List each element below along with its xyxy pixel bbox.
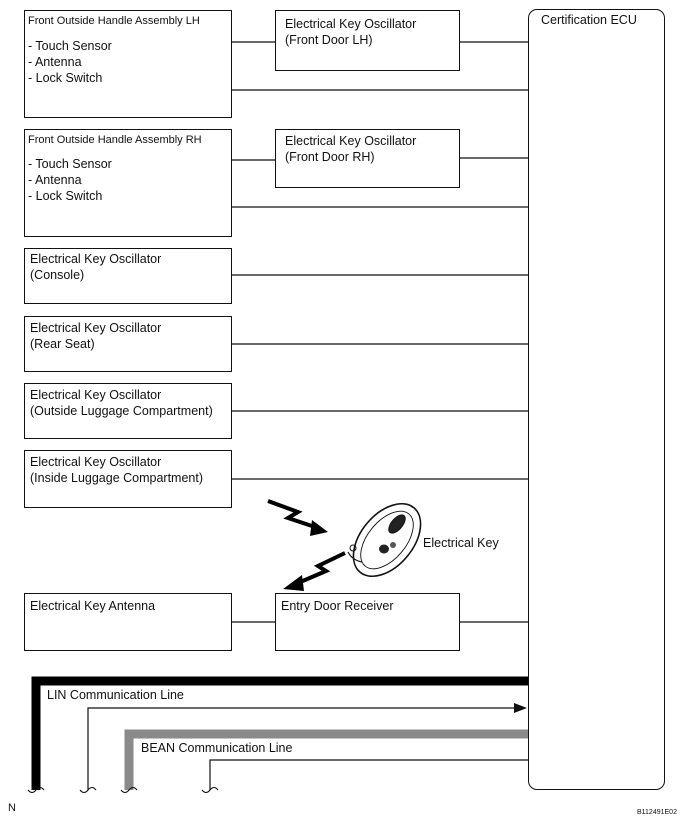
bean-communication-line-label: BEAN Communication Line — [141, 741, 293, 755]
front-handle-rh-item-lock-switch: - Lock Switch — [28, 189, 103, 203]
certification-ecu-label: Certification ECU — [541, 13, 637, 27]
oscillator-console-location: (Console) — [30, 268, 85, 282]
oscillator-inside-luggage-location: (Inside Luggage Compartment) — [30, 471, 204, 485]
oscillator-front-door-rh-name: Electrical Key Oscillator — [285, 134, 417, 148]
signal-to-key-icon — [268, 501, 328, 536]
oscillator-rear-seat-location: (Rear Seat) — [30, 337, 95, 351]
electrical-key-antenna-label: Electrical Key Antenna — [30, 599, 156, 613]
front-handle-rh-item-touch-sensor: - Touch Sensor — [28, 157, 112, 171]
front-handle-rh-item-antenna: - Antenna — [28, 173, 82, 187]
lin-communication-line-label: LIN Communication Line — [47, 688, 184, 702]
electrical-key-icon — [340, 491, 434, 589]
wire-break-marks — [28, 788, 218, 793]
front-handle-lh-title: Front Outside Handle Assembly LH — [28, 15, 200, 27]
front-handle-rh-title: Front Outside Handle Assembly RH — [28, 134, 202, 146]
lin-arrow-head — [514, 703, 527, 713]
oscillator-outside-luggage-name: Electrical Key Oscillator — [30, 388, 162, 402]
oscillator-console-name: Electrical Key Oscillator — [30, 252, 162, 266]
oscillator-inside-luggage-name: Electrical Key Oscillator — [30, 455, 162, 469]
front-handle-lh-item-antenna: - Antenna — [28, 55, 82, 69]
oscillator-outside-luggage-location: (Outside Luggage Compartment) — [30, 404, 213, 418]
corner-mark: N — [8, 802, 16, 814]
oscillator-front-door-rh-location: (Front Door RH) — [285, 150, 375, 164]
entry-door-receiver-label: Entry Door Receiver — [281, 599, 394, 613]
front-handle-lh-item-touch-sensor: - Touch Sensor — [28, 39, 112, 53]
certification-ecu — [528, 9, 665, 790]
signal-to-receiver-icon — [283, 553, 345, 591]
front-handle-lh-item-lock-switch: - Lock Switch — [28, 71, 103, 85]
oscillator-rear-seat-name: Electrical Key Oscillator — [30, 321, 162, 335]
electrical-key-label: Electrical Key — [423, 536, 499, 550]
figure-id: B112491E02 — [637, 809, 677, 816]
oscillator-front-door-lh-name: Electrical Key Oscillator — [285, 17, 417, 31]
oscillator-front-door-lh-location: (Front Door LH) — [285, 33, 373, 47]
bean-branch-line — [210, 760, 528, 790]
